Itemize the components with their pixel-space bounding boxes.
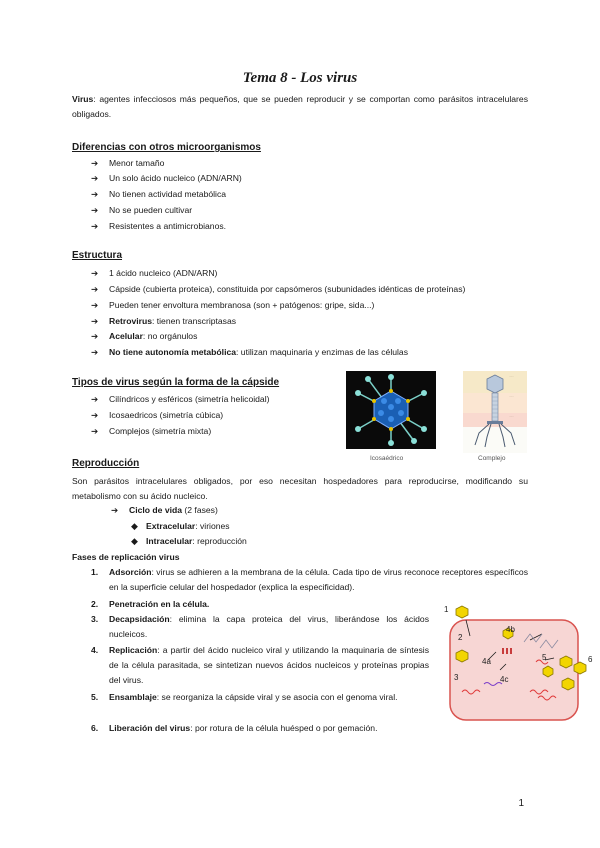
- list-item: ➔ Resistentes a antimicrobianos.: [91, 221, 227, 231]
- svg-text:······: ······: [509, 395, 514, 398]
- list-item: ➔ No se pueden cultivar: [91, 205, 193, 215]
- list-item: ➔ Cápside (cubierta proteica), constituida por capsómeros (subunidades idénticas de proteínas): [91, 284, 466, 294]
- svg-text:······: ······: [509, 415, 514, 418]
- replication-cycle-diagram: [440, 600, 600, 725]
- diagram-label-1: 1: [444, 605, 449, 614]
- diagram-label-2: 2: [458, 633, 463, 642]
- replication-step: 6. Liberación del virus: por rotura de la célula huésped o por gemación.: [91, 723, 378, 733]
- caption-icosahedral: Icosaédrico: [370, 455, 404, 462]
- types-heading: Tipos de virus según la forma de la cápside: [72, 377, 280, 388]
- list-item: ➔ Acelular: no orgánulos: [91, 331, 198, 341]
- replication-step: 2. Penetración en la célula.: [91, 599, 210, 609]
- viral-replication-diagram: [440, 600, 600, 725]
- replication-step: 4. Replicación: a partir del ácido nucleico viral y utilizando la maquinaria de síntesis de la célula parasitada, se sintetizan nuevos ácidos nucleicos y proteínas propias del virus.: [91, 645, 429, 685]
- list-item: ➔ No tienen actividad metabólica: [91, 189, 227, 199]
- icosahedral-virus-illustration: [346, 371, 436, 449]
- list-item: ➔ Un solo ácido nucleico (ADN/ARN): [91, 173, 242, 183]
- diagram-label-3: 3: [454, 673, 459, 682]
- list-item: ➔ Pueden tener envoltura membranosa (son + patógenos: gripe, sida...): [91, 300, 375, 310]
- list-item: ➔ Icosaedricos (simetría cúbica): [91, 410, 224, 420]
- complex-virus-image: [463, 371, 527, 453]
- bacteriophage-illustration: [463, 371, 527, 453]
- list-item: ➔ Retrovirus: tienen transcriptasas: [91, 316, 237, 326]
- reproduction-heading: Reproducción: [72, 458, 140, 469]
- intro-label: Virus: [72, 94, 94, 104]
- list-item: ◆ Extracelular: viriones: [131, 521, 230, 531]
- caption-complex: Complejo: [478, 455, 506, 462]
- structure-heading: Estructura: [72, 250, 123, 261]
- intro-paragraph: [72, 92, 528, 122]
- list-item: ➔ Complejos (simetría mixta): [91, 426, 212, 436]
- replication-step: 3. Decapsidación: elimina la capa proteica del virus, liberándose los ácidos nucleicos.: [91, 614, 429, 639]
- diagram-label-4c: 4c: [500, 675, 509, 684]
- list-item: ➔ Cilíndricos y esféricos (simetría helicoidal): [91, 394, 270, 404]
- differences-heading: Diferencias con otros microorganismos: [72, 142, 261, 153]
- replication-heading: Fases de replicación virus: [72, 552, 180, 562]
- page-title: Tema 8 - Los virus: [242, 70, 358, 86]
- svg-text:······: ······: [509, 375, 514, 378]
- diagram-label-4a: 4a: [482, 657, 491, 666]
- intro-text: : agentes infecciosos más pequeños, que se pueden reproducir y se comportan como parásitos intracelulares obligados.: [72, 94, 528, 119]
- diagram-label-6: 6: [588, 655, 593, 664]
- life-cycle-item: ➔ Ciclo de vida (2 fases): [111, 505, 218, 515]
- list-item: ➔ Menor tamaño: [91, 158, 165, 168]
- diagram-label-4b: 4b: [506, 625, 515, 634]
- list-item: ➔ 1 ácido nucleico (ADN/ARN): [91, 268, 218, 278]
- page-number: 1: [518, 798, 524, 809]
- list-item: ➔ No tiene autonomía metabólica: utilizan maquinaria y enzimas de las células: [91, 347, 408, 357]
- reproduction-paragraph: Son parásitos intracelulares obligados, por eso necesitan hospedadores para reproducirse, modificando su metabolismo con su ácido nucleico.: [72, 476, 528, 501]
- replication-step: 1. Adsorción: virus se adhieren a la membrana de la célula. Cada tipo de virus reconoce receptores específicos en la superficie celular del hospedador (explica la especificidad).: [91, 567, 528, 592]
- diagram-label-5: 5: [542, 653, 547, 662]
- list-item: ◆ Intracelular: reproducción: [131, 536, 247, 546]
- replication-step: 5. Ensamblaje: se reorganiza la cápside viral y se asocia con el genoma viral.: [91, 692, 398, 702]
- icosahedral-virus-image: [346, 371, 436, 449]
